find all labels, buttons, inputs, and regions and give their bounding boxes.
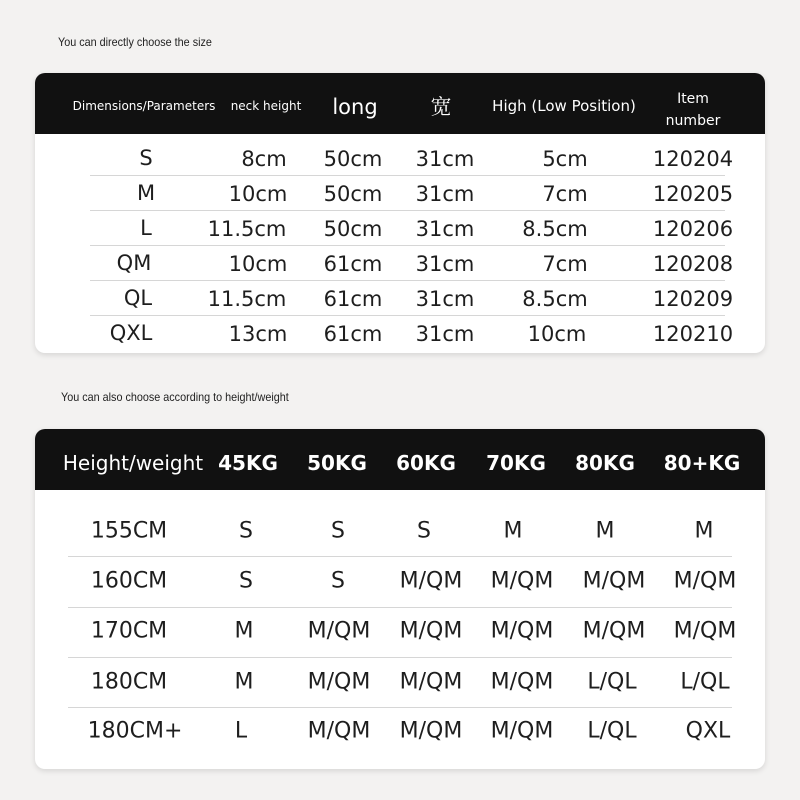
neck-height-value: 11.5cm [207,217,287,241]
neck-height-value: 8cm [241,147,287,171]
header-50kg: 50KG [307,451,367,475]
size-cell: QXL [685,718,731,744]
header-high: High (Low Position) [492,97,636,115]
size-table-header [35,73,765,134]
header-width: 宽 [430,95,452,119]
item-number-value: 120208 [652,252,734,276]
size-cell: M/QM [582,568,646,594]
size-dimensions-table [35,73,765,353]
size-cell: S [417,518,431,544]
high-value: 7cm [542,182,588,206]
size-cell: M/QM [307,669,371,695]
size-cell: S [239,518,253,544]
size-label: L [140,216,152,240]
size-cell: M/QM [399,669,463,695]
long-value: 61cm [323,287,383,311]
header-80plus-kg: 80+KG [663,451,741,475]
height-weight-caption: You can also choose according to height/weight [61,390,289,404]
long-value: 50cm [323,217,383,241]
width-value: 31cm [415,147,475,171]
long-value: 50cm [323,182,383,206]
long-value: 50cm [323,147,383,171]
height-label: 180CM [90,669,168,695]
header-number: number [665,113,721,129]
size-cell: S [331,568,345,594]
neck-height-value: 13cm [228,322,288,346]
size-cell: M/QM [307,618,371,644]
size-cell: M/QM [307,718,371,744]
height-weight-header [35,429,765,490]
item-number-value: 120206 [652,217,734,241]
size-cell: M/QM [582,618,646,644]
size-cell: M/QM [399,568,463,594]
size-cell: S [239,568,253,594]
header-height-weight: Height/weight [62,451,204,475]
header-80kg: 80KG [575,451,635,475]
size-label: QM [116,251,152,275]
item-number-value: 120209 [652,287,734,311]
high-value: 8.5cm [522,217,588,241]
size-cell: M/QM [399,718,463,744]
header-dimensions: Dimensions/Parameters [72,99,216,113]
neck-height-value: 11.5cm [207,287,287,311]
row-divider [68,657,732,658]
item-number-value: 120204 [652,147,734,171]
row-divider [68,556,732,557]
size-cell: M [503,518,523,544]
row-divider [90,175,725,176]
item-number-value: 120210 [652,322,734,346]
height-label: 160CM [90,568,168,594]
size-cell: S [331,518,345,544]
size-cell: M [694,518,714,544]
row-divider [90,280,725,281]
row-divider [90,245,725,246]
high-value: 5cm [542,147,588,171]
size-cell: M/QM [490,718,554,744]
long-value: 61cm [323,322,383,346]
size-label: S [139,146,153,170]
size-cell: M [234,669,254,695]
size-cell: M/QM [490,568,554,594]
row-divider [90,210,725,211]
size-cell: M/QM [399,618,463,644]
height-label: 180CM+ [87,718,183,744]
neck-height-value: 10cm [228,182,288,206]
header-neck-height: neck height [230,99,302,113]
header-45kg: 45KG [218,451,278,475]
header-60kg: 60KG [396,451,456,475]
row-divider [68,707,732,708]
size-label: M [136,181,156,205]
size-cell: M/QM [490,669,554,695]
size-cell: M [595,518,615,544]
size-label: QL [123,286,153,310]
width-value: 31cm [415,182,475,206]
height-label: 170CM [90,618,168,644]
header-item: Item [677,91,709,107]
size-cell: M/QM [490,618,554,644]
width-value: 31cm [415,322,475,346]
size-cell: M/QM [673,618,737,644]
header-long: long [332,95,378,119]
size-cell: L [234,718,248,744]
size-label: QXL [109,321,153,345]
width-value: 31cm [415,252,475,276]
size-cell: M/QM [673,568,737,594]
header-70kg: 70KG [486,451,546,475]
long-value: 61cm [323,252,383,276]
height-label: 155CM [90,518,168,544]
high-value: 8.5cm [522,287,588,311]
size-cell: L/QL [587,718,637,744]
size-cell: M [234,618,254,644]
width-value: 31cm [415,287,475,311]
row-divider [68,607,732,608]
neck-height-value: 10cm [228,252,288,276]
height-weight-table [35,429,765,769]
row-divider [90,315,725,316]
width-value: 31cm [415,217,475,241]
size-cell: L/QL [587,669,637,695]
high-value: 7cm [542,252,588,276]
size-cell: L/QL [680,669,730,695]
size-caption: You can directly choose the size [58,35,212,49]
high-value: 10cm [527,322,587,346]
item-number-value: 120205 [652,182,734,206]
